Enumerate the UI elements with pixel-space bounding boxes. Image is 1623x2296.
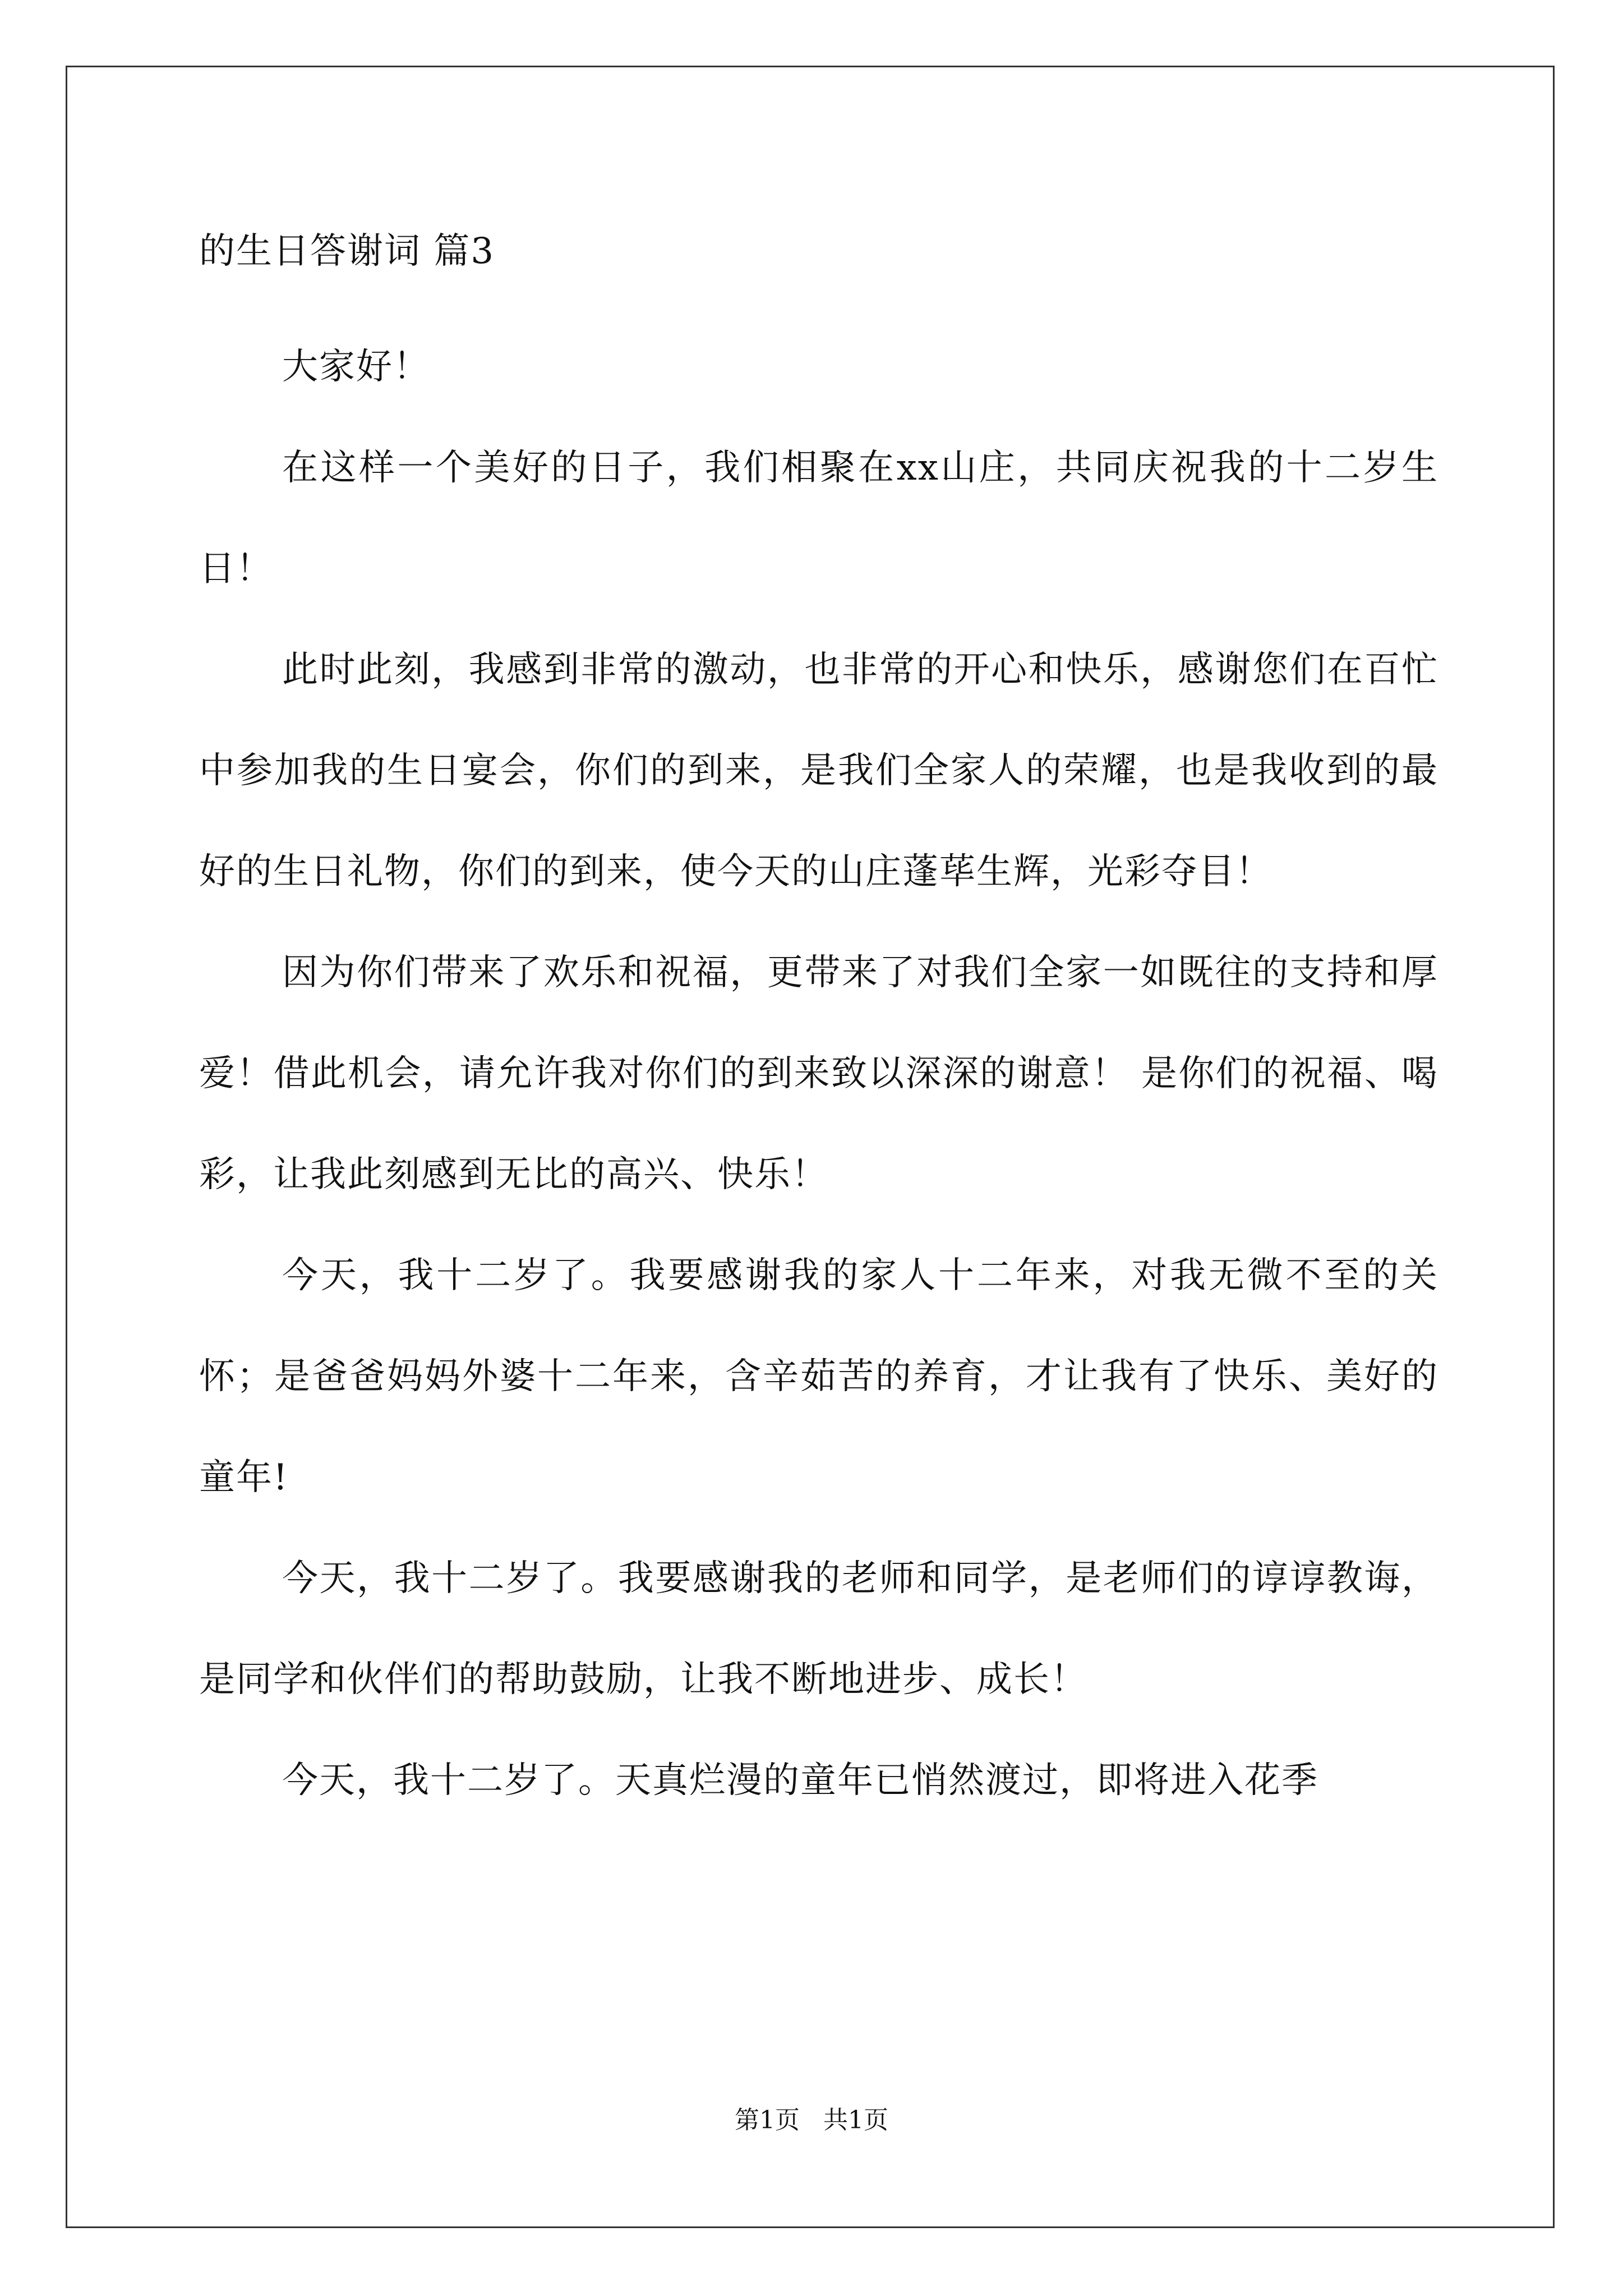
paragraph-gratitude: 此时此刻，我感到非常的激动，也非常的开心和快乐，感谢您们在百忙中参加我的生日宴会，你们的到来，是我们全家人的荣耀，也是我收到的最好的生日礼物，你们的到来，使今天的山庄蓬荜生辉，光彩夺目！ [199,649,1438,892]
paragraph-greeting: 大家好！ [282,346,430,388]
paragraph-family: 今天，我十二岁了。我要感谢我的家人十二年来，对我无微不至的关怀；是爸爸妈妈外婆十二年来，含辛茹苦的养育，才让我有了快乐、美好的童年! [199,1255,1438,1498]
document-title: 的生日答谢词 篇3 [199,231,495,272]
paragraph-gathering: 在这样一个美好的日子，我们相聚在xx山庄，共同庆祝我的十二岁生日！ [199,447,1438,590]
page-number-footer: 第1页 共1页 [735,2106,888,2134]
paragraph-blessings: 因为你们带来了欢乐和祝福，更带来了对我们全家一如既往的支持和厚爱！借此机会，请允许我对你们的到来致以深深的谢意！ 是你们的祝福、喝彩，让我此刻感到无比的高兴、快乐！ [199,952,1438,1195]
paragraph-teachers: 今天，我十二岁了。我要感谢我的老师和同学，是老师们的谆谆教诲，是同学和伙伴们的帮助鼓励，让我不断地进步、成长！ [199,1558,1438,1700]
paragraph-childhood: 今天，我十二岁了。天真烂漫的童年已悄然渡过，即将进入花季 [282,1760,1318,1801]
document-body [199,219,1438,1831]
